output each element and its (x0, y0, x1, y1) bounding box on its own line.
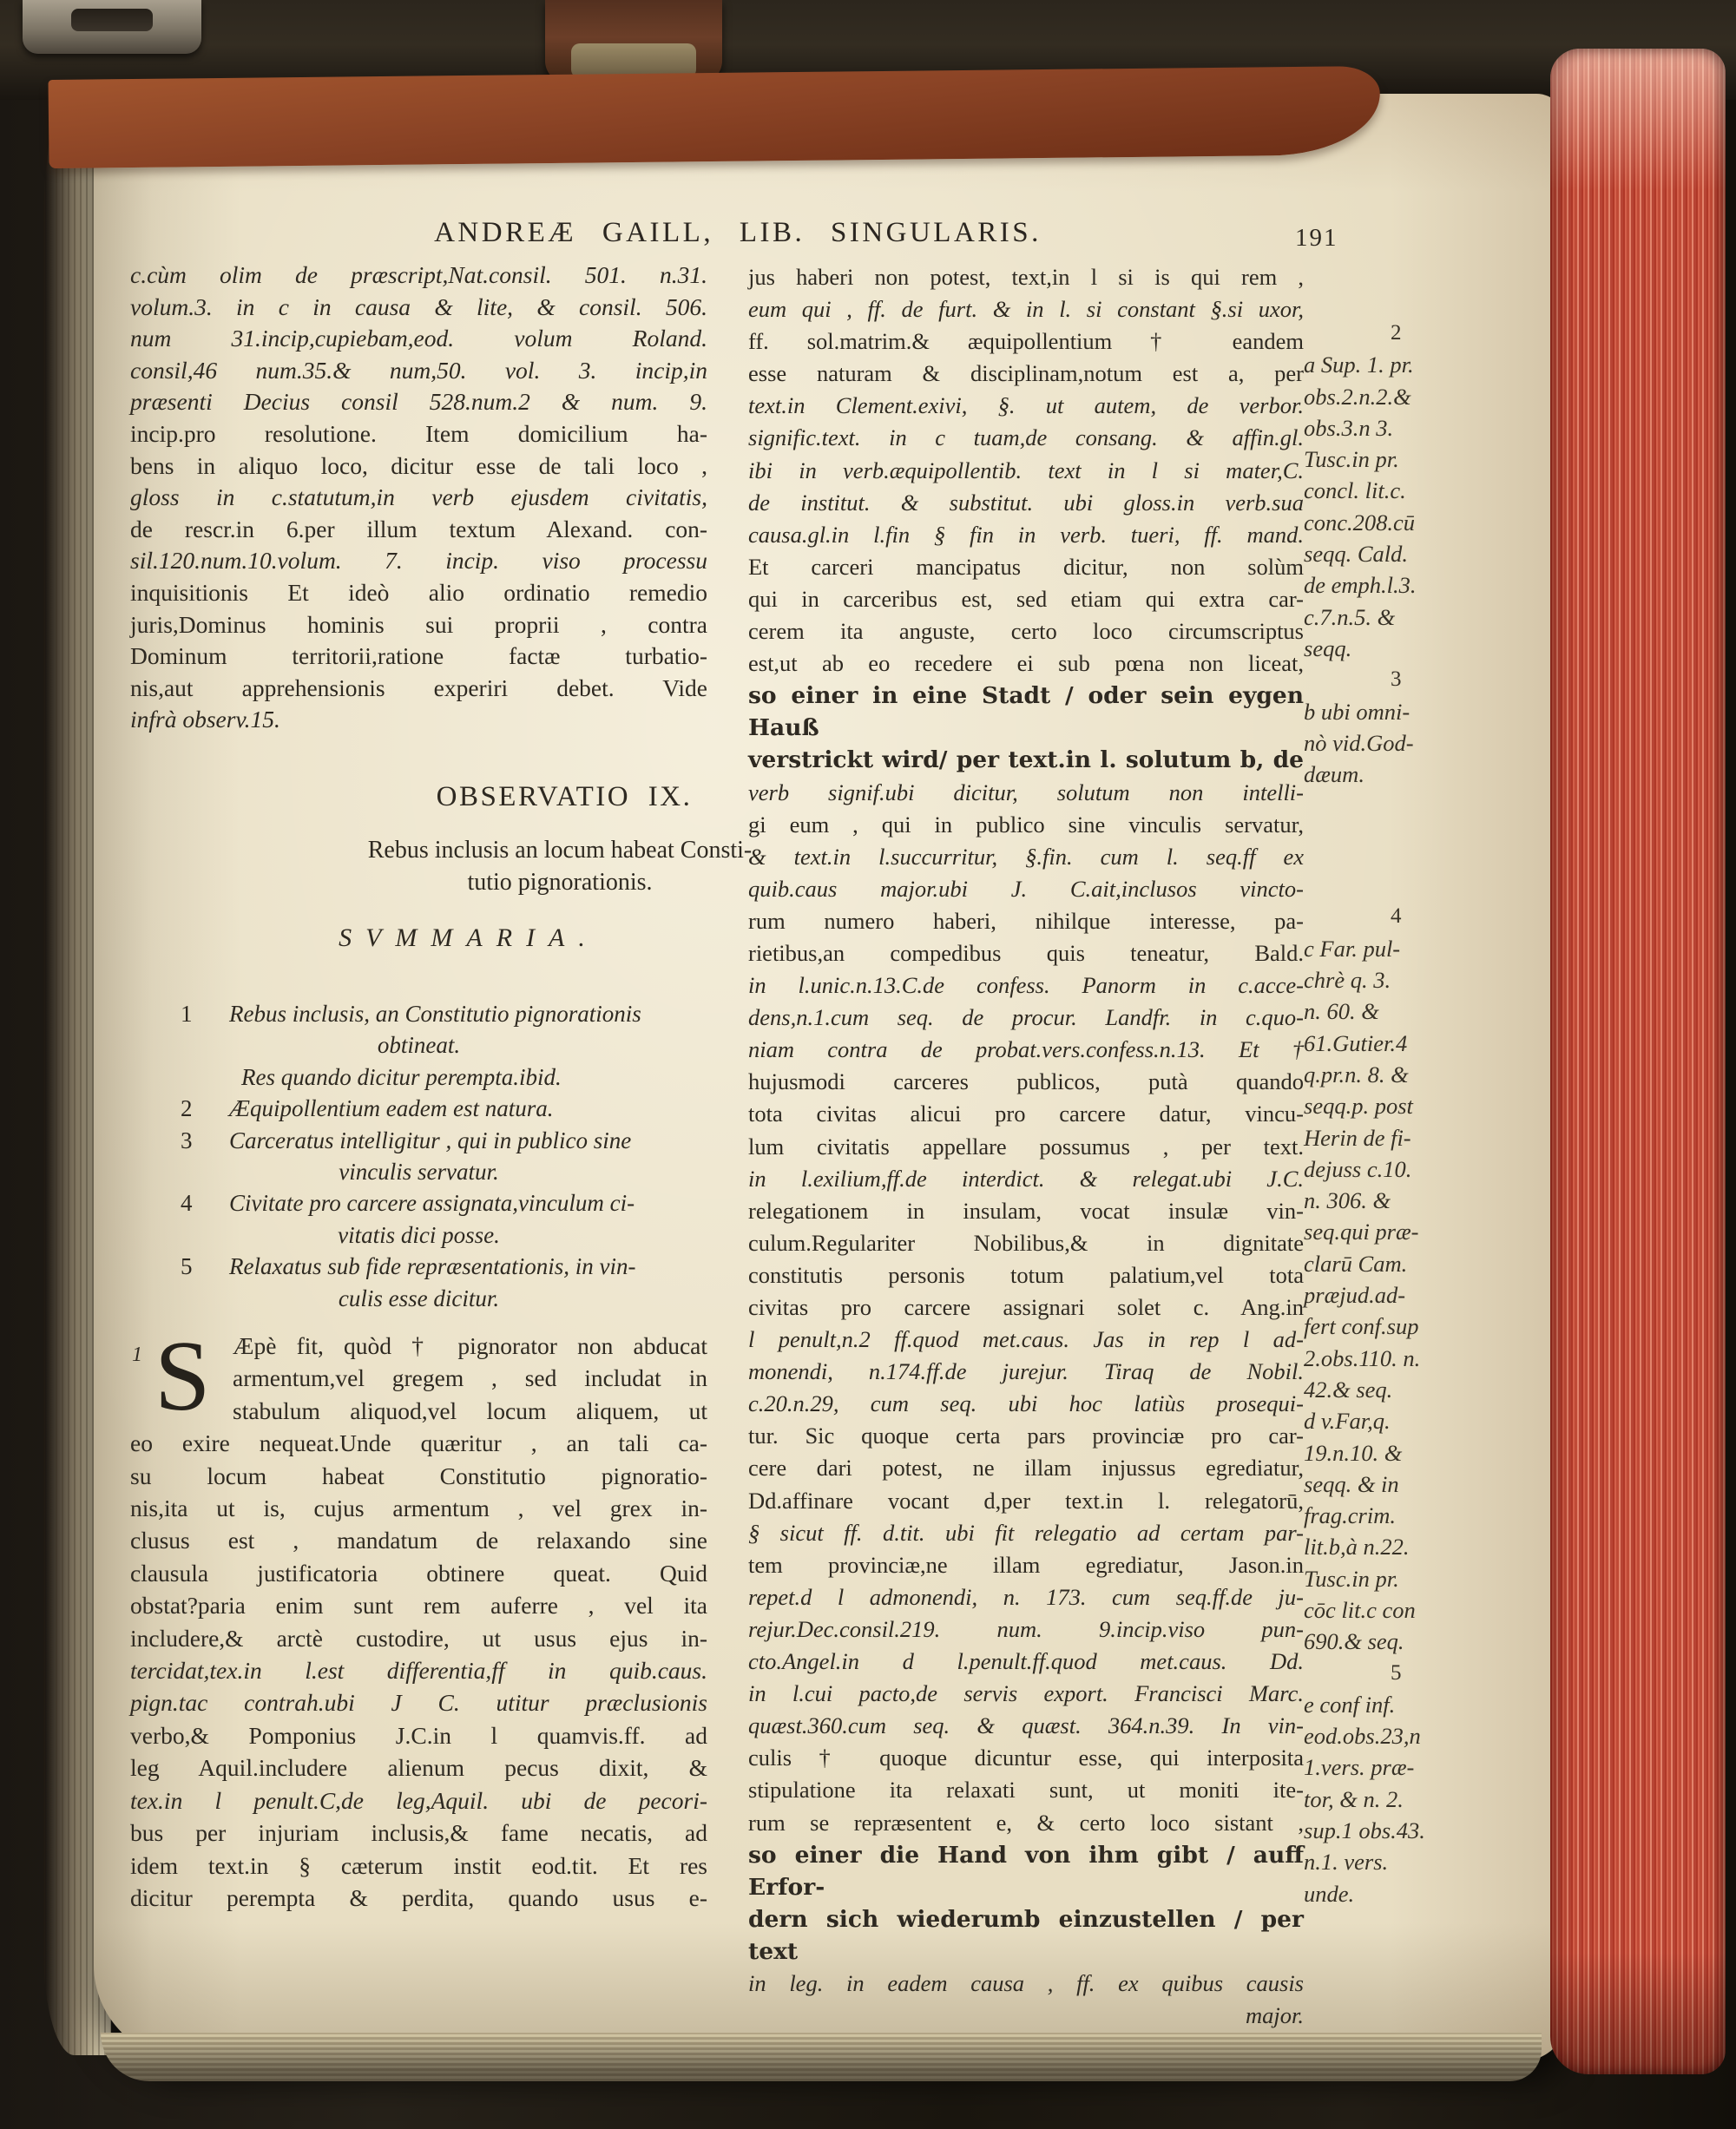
summaria-item (130, 1125, 707, 1156)
text-line: in l.exilium,ff.de interdict. & relegat.ubi J.C. (748, 1165, 1304, 1192)
text-line: juris,Dominus hominis sui proprii , contra (130, 610, 707, 638)
margin-gap (1304, 790, 1542, 901)
text-line: monendi, n.174.ff.de jurejur. Tiraq de Nobil. (748, 1358, 1304, 1385)
text-line: relegationem in insulam, vocat insulæ vin- (748, 1197, 1304, 1224)
margin-notes-column (1304, 318, 1542, 1909)
book-clasp-icon (23, 0, 201, 54)
text-line: volum.3. in c in causa & lite, & consil. 506. (130, 292, 707, 320)
text-line: gloss in c.statutum,in verb ejusdem civitatis, (130, 483, 707, 511)
text-line: hujusmodi carceres publicos, putà quando (748, 1068, 1304, 1095)
text-line: stabulum aliquod,vel locum aliquem, ut (233, 1396, 707, 1424)
summaria-item-number: 2 (181, 1095, 193, 1122)
observatio-heading: OBSERVATIO IX. (436, 781, 693, 812)
text-line: includere,& arctè custodire, ut usus ejus in- (130, 1624, 707, 1652)
text-line: signific.text. in c tuam,de consang. & affin.gl. (748, 424, 1304, 451)
margin-note-line: 61.Gutier.4 (1304, 1029, 1408, 1056)
text-line: esse naturam & disciplinam,notum est a, per (748, 360, 1304, 387)
text-line: pign.tac contrah.ubi J C. utitur præclusionis (130, 1689, 707, 1717)
text-line: major. (1245, 2002, 1304, 2029)
text-line: consil,46 num.35.& num,50. vol. 3. incip,in (130, 356, 707, 384)
margin-note-line: e conf inf. (1304, 1691, 1396, 1718)
text-line: civitas pro carcere assignari solet c. Ang.in (748, 1294, 1304, 1320)
text-line: so einer in eine Stadt / oder sein eygen Hauß (748, 682, 1304, 742)
text-line: Rebus inclusis an locum habeat Consti- (367, 837, 753, 864)
page-stack-bottom-edge (101, 2033, 1542, 2081)
text-line: idem text.in § cæterum instit eod.tit. Et res (130, 1851, 707, 1879)
margin-note-line: n.1. vers. (1304, 1849, 1389, 1876)
text-line: culum.Regulariter Nobilibus,& in dignitate (748, 1229, 1304, 1256)
summaria-item-text: vitatis dici posse. (338, 1221, 500, 1248)
text-line: c.cùm olim de præscript,Nat.consil. 501. n.31. (130, 261, 707, 288)
margin-note-line: 42.& seq. (1304, 1376, 1393, 1403)
margin-note-line: seqq.p. post (1304, 1093, 1413, 1120)
text-line: stipulatione ita relaxati sunt, ut moniti ite- (748, 1777, 1304, 1804)
text-line: rejur.Dec.consil.219. num. 9.incip.viso pun- (748, 1615, 1304, 1642)
book-strap-icon (545, 0, 722, 83)
text-line: de rescr.in 6.per illum textum Alexand. con- (130, 515, 707, 542)
page-number: 191 (1295, 224, 1338, 252)
margin-note-line: 1.vers. præ- (1304, 1754, 1415, 1781)
summaria-heading: SVMMARIA. (339, 923, 599, 952)
summaria-item-text: Carceratus intelligitur , qui in publico sine (229, 1127, 632, 1153)
margin-note-line: obs.3.n 3. (1304, 414, 1394, 441)
margin-note-line: eod.obs.23,n (1304, 1723, 1421, 1750)
summaria-item-text: Civitate pro carcere assignata,vinculum ci- (229, 1190, 635, 1217)
margin-note-line: lit.b,à n.22. (1304, 1534, 1410, 1561)
text-line: nis,aut apprehensionis experiri debet. Vide (130, 674, 707, 701)
margin-note-line: præjud.ad- (1304, 1282, 1406, 1309)
left-column-body (130, 1321, 707, 1914)
text-line: inquisitionis Et ideò alio ordinatio remedio (130, 578, 707, 606)
margin-note-line: nò vid.God- (1304, 729, 1414, 756)
summaria-item-text: obtineat. (377, 1032, 461, 1059)
text-line: Et carceri mancipatus dicitur, non solùm (748, 553, 1304, 580)
text-line: obstat?paria enim sunt rem auferre , vel ita (130, 1592, 707, 1620)
margin-note-line: unde. (1304, 1880, 1355, 1907)
text-line: culis † quoque dicuntur esse, qui interposita (748, 1745, 1304, 1771)
margin-note-number: 5 (1391, 1660, 1402, 1685)
summaria-item (130, 998, 707, 1029)
text-line: cerem ita anguste, certo loco circumscriptus (748, 618, 1304, 645)
summaria-item (130, 1219, 707, 1251)
summaria-item (130, 1029, 707, 1061)
text-line: dern sich wiederumb einzustellen / per text (748, 1905, 1304, 1965)
summaria-item-text: Rebus inclusis, an Constitutio pignorationis (229, 1001, 641, 1027)
margin-note-line: dæum. (1304, 761, 1364, 788)
summaria-item-number: 1 (181, 1001, 193, 1027)
margin-note-number: 4 (1391, 904, 1402, 929)
text-line: de institut. & substitut. ubi gloss.in verb.sua (748, 489, 1304, 516)
margin-note-line: frag.crim. (1304, 1502, 1396, 1529)
text-line: verbo,& Pomponius J.C.in l quamvis.ff. ad (130, 1721, 707, 1749)
margin-note-line: concl. lit.c. (1304, 477, 1406, 504)
summaria-item-text: culis esse dicitur. (338, 1285, 500, 1311)
right-column (748, 261, 1304, 2032)
text-line: ibi in verb.æquipollentib. text in l si mater,C. (748, 457, 1304, 483)
text-line: in leg. in eadem causa , ff. ex quibus causis (748, 1969, 1304, 1996)
text-line: tem provinciæ,ne illam egrediatur, Jason.in (748, 1551, 1304, 1578)
text-line: & text.in l.succurritur, §.fin. cum l. seq.ff ex (748, 843, 1304, 870)
summaria-item-number: 3 (181, 1127, 193, 1153)
text-line: constitutis personis totum palatium,vel tota (748, 1261, 1304, 1288)
margin-note-line: seqq. Cald. (1304, 541, 1408, 568)
text-line: infrà observ.15. (130, 706, 280, 733)
text-line: num 31.incip,cupiebam,eod. volum Roland. (130, 325, 707, 352)
text-line: tex.in l penult.C,de leg,Aquil. ubi de pecori- (130, 1786, 707, 1814)
text-line: rum numero haberi, nihilque interesse, pa- (748, 907, 1304, 934)
margin-note-line: q.pr.n. 8. & (1304, 1061, 1409, 1087)
text-line: cto.Angel.in d l.penult.ff.quod met.caus. Dd. (748, 1648, 1304, 1675)
text-line: quæst.360.cum seq. & quæst. 364.n.39. In vin- (748, 1712, 1304, 1739)
margin-note-line: cōc lit.c con (1304, 1596, 1416, 1623)
text-line: clausula justificatoria obtinere queat. Quid (130, 1559, 707, 1587)
margin-note-line: c Far. pul- (1304, 935, 1401, 962)
text-line: in l.unic.n.13.C.de confess. Panorm in c.acce- (748, 972, 1304, 999)
summaria-item (130, 1156, 707, 1187)
text-line: jus haberi non potest, text,in l si is qui rem , (748, 264, 1304, 290)
margin-note-line: Tusc.in pr. (1304, 1565, 1399, 1592)
text-line: tur. Sic quoque certa pars provinciæ pro car- (748, 1423, 1304, 1449)
text-line: cere dari potest, ne illam injussus egrediatur, (748, 1455, 1304, 1482)
text-line: incip.pro resolutione. Item domicilium ha- (130, 419, 707, 447)
text-line: quib.caus major.ubi J. C.ait,inclusos vincto- (748, 875, 1304, 902)
margin-note-line: chrè q. 3. (1304, 967, 1391, 994)
summaria-item (130, 1093, 707, 1124)
margin-note-line: Herin de fi- (1304, 1124, 1411, 1151)
red-fore-edge (1550, 49, 1726, 2074)
text-line: so einer die Hand von ihm gibt / auff Erfor- (748, 1841, 1304, 1901)
text-line: l penult,n.2 ff.quod met.caus. Jas in rep l ad- (748, 1326, 1304, 1353)
summaria-item-text: vinculis servatur. (339, 1159, 499, 1186)
text-line: qui in carceribus est, sed etiam qui extra car- (748, 585, 1304, 612)
text-line: dicitur perempta & perdita, quando usus e- (130, 1883, 707, 1911)
margin-note-line: 19.n.10. & (1304, 1439, 1403, 1466)
margin-note-line: tor, & n. 2. (1304, 1785, 1404, 1812)
left-margin-numeral: 1 (132, 1344, 142, 1366)
text-line: lum civitatis appellare possumus , per text. (748, 1133, 1304, 1160)
margin-note-line: a Sup. 1. pr. (1304, 352, 1414, 378)
summaria-item (130, 1251, 707, 1282)
summaria-item-text: Æquipollentium eadem est natura. (229, 1095, 554, 1122)
margin-note-line: 690.& seq. (1304, 1628, 1404, 1655)
margin-note-line: b ubi omni- (1304, 698, 1410, 725)
margin-note-line: n. 306. & (1304, 1187, 1391, 1214)
running-header: ANDREÆ GAILL, LIB. SINGULARIS. (434, 217, 1042, 248)
text-line: rietibus,an compedibus quis teneatur, Bald. (748, 939, 1304, 966)
text-line: tota civitas alicui pro carcere datur, vincu- (748, 1101, 1304, 1127)
text-line: armentum,vel gregem , sed includat in (233, 1364, 707, 1392)
text-line: bus per injuriam inclusis,& fame necatis, ad (130, 1819, 707, 1847)
drop-cap: S (155, 1321, 211, 1432)
text-line: niam contra de probat.vers.confess.n.13. Et † (748, 1036, 1304, 1063)
text-line: bens in aliquo loco, dicitur esse de tali loco , (130, 451, 707, 479)
text-line: clusus est , mandatum de relaxando sine (130, 1527, 707, 1554)
margin-note-line: conc.208.cū (1304, 509, 1416, 536)
text-line: causa.gl.in l.fin § fin in verb. tueri, ff. mand. (748, 521, 1304, 548)
text-line: Æpè fit, quòd † pignorator non abducat (233, 1332, 707, 1359)
text-line: tutio pignorationis. (467, 869, 653, 896)
text-line: verstrickt wird/ per text.in l. solutum b, de (748, 746, 1304, 774)
margin-note-line: n. 60. & (1304, 998, 1379, 1025)
clasp-slot (71, 9, 153, 31)
text-line: sil.120.num.10.volum. 7. incip. viso processu (130, 547, 707, 575)
margin-note-line: sup.1 obs.43. (1304, 1817, 1425, 1844)
text-line: text.in Clement.exivi, §. ut autem, de verbor. (748, 392, 1304, 419)
text-line: Dominum territorii,ratione factæ turbatio- (130, 642, 707, 670)
margin-note-line: seqq. & in (1304, 1470, 1399, 1497)
margin-note-line: Tusc.in pr. (1304, 446, 1399, 473)
summaria-item-number: 5 (181, 1253, 193, 1280)
margin-note-line: seqq. (1304, 634, 1352, 661)
text-line: eum qui , ff. de furt. & in l. si constant §.si uxor, (748, 296, 1304, 323)
text-line: in l.cui pacto,de servis export. Francisci Marc. (748, 1680, 1304, 1707)
text-line: c.20.n.29, cum seq. ubi hoc latiùs prosequi- (748, 1390, 1304, 1417)
summaria-item-number: 4 (181, 1190, 193, 1217)
text-line: præsenti Decius consil 528.num.2 & num. 9. (130, 388, 707, 416)
text-line: dens,n.1.cum seq. de procur. Landfr. in c.quo- (748, 1004, 1304, 1031)
summaria-item (130, 1187, 707, 1219)
text-line: est,ut ab eo recedere ei sub pœna non liceat, (748, 650, 1304, 677)
margin-note-line: clarū Cam. (1304, 1250, 1408, 1277)
margin-note-line: dejuss c.10. (1304, 1155, 1412, 1182)
summaria-list (130, 998, 707, 1314)
text-line: eo exire nequeat.Unde quæritur , an tali ca- (130, 1429, 707, 1457)
text-line: tercidat,tex.in l.est differentia,ff in quib.caus. (130, 1657, 707, 1685)
margin-note-line: 2.obs.110. n. (1304, 1344, 1421, 1371)
text-line: § sicut ff. d.tit. ubi fit relegatio ad certam par- (748, 1519, 1304, 1546)
cover-top-band (49, 66, 1381, 168)
text-line: rum se repræsentent e, & certo loco sistant , (748, 1809, 1304, 1836)
text-line: verb signif.ubi dicitur, solutum non intelli- (748, 779, 1304, 805)
text-line: gi eum , qui in publico sine vinculis servatur, (748, 811, 1304, 838)
text-line: repet.d l admonendi, n. 173. cum seq.ff.de ju- (748, 1583, 1304, 1610)
margin-note-number: 2 (1391, 321, 1402, 345)
summaria-item (130, 1061, 707, 1093)
text-line: su locum habeat Constitutio pignoratio- (130, 1462, 707, 1489)
margin-note-line: de emph.l.3. (1304, 572, 1417, 599)
text-line: ff. sol.matrim.& æquipollentium † eandem (748, 328, 1304, 355)
margin-note-line: seq.qui præ- (1304, 1219, 1419, 1245)
text-line: nis,ita ut is, cujus armentum , vel grex in- (130, 1495, 707, 1522)
summaria-item (130, 1283, 707, 1314)
margin-note-line: c.7.n.5. & (1304, 603, 1396, 630)
left-column-intro (130, 260, 707, 736)
margin-note-number: 3 (1391, 667, 1402, 692)
summaria-item-text: Relaxatus sub fide repræsentationis, in vin- (229, 1253, 636, 1280)
margin-note-line: fert conf.sup (1304, 1313, 1419, 1340)
text-line: Dd.affinare vocant d,per text.in l. relegatorū, (748, 1487, 1304, 1514)
summaria-item-text: Res quando dicitur perempta.ibid. (241, 1063, 562, 1090)
margin-note-line: d v.Far,q. (1304, 1408, 1391, 1435)
text-line: leg Aquil.includere alienum pecus dixit, & (130, 1754, 707, 1782)
margin-note-line: obs.2.n.2.& (1304, 383, 1411, 410)
